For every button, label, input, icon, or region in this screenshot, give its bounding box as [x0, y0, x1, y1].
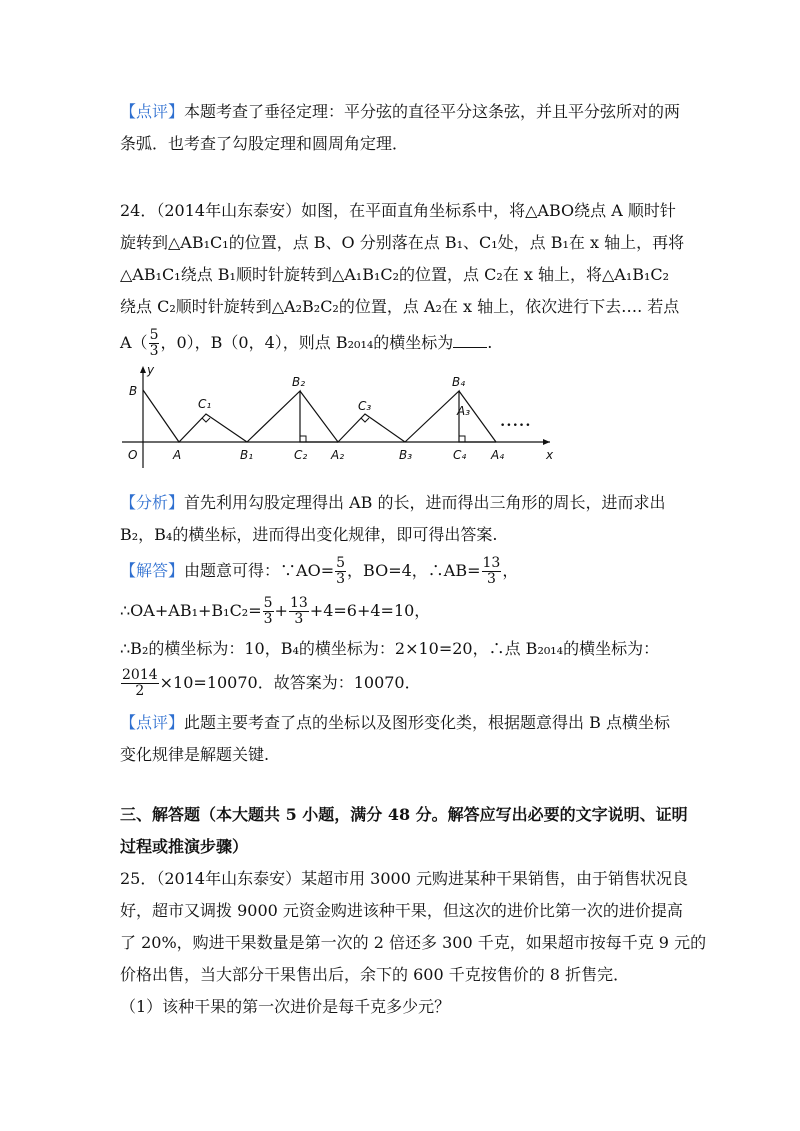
rotation-figure — [118, 364, 558, 468]
section-3-heading-line-2: 过程或推演步骤） — [120, 837, 249, 856]
right-angle-c1 — [202, 418, 210, 422]
comment-tag: 【点评】 — [120, 102, 185, 121]
answer-blank — [453, 333, 487, 348]
q25-line-2: 好，超市又调拨 9000 元资金购进该种干果，但这次的进价比第一次的进价提高 — [120, 901, 683, 920]
x-axis-arrow — [543, 439, 550, 445]
triangle-path-1 — [143, 390, 247, 442]
label-o: O — [128, 448, 138, 462]
solution-line-4: $\frac{2014}{2}$ ×10=10070．故答案为：10070． — [122, 667, 421, 699]
label-a4: A₄ — [491, 448, 505, 462]
analysis-tag: 【分析】 — [120, 493, 185, 512]
right-angle-c2 — [300, 436, 306, 442]
q24-line-1: 24．（2014年山东泰安）如图，在平面直角坐标系中，将△ABO绕点 A 顺时针 — [120, 201, 676, 220]
analysis-line-1: 【分析】首先利用勾股定理得出 AB 的长，进而得出三角形的周长，进而求出 — [120, 493, 666, 512]
label-x: x — [546, 448, 554, 462]
label-b3: B₃ — [399, 448, 413, 462]
label-c4: C₄ — [453, 448, 467, 462]
right-angle-c4 — [459, 436, 465, 442]
label-c1: C₁ — [198, 397, 212, 411]
fraction: $\frac{5}{3}$ — [263, 595, 273, 627]
section-3-heading-line-1: 三、解答题（本大题共 5 小题，满分 48 分。解答应写出必要的文字说明、证明 — [120, 805, 688, 824]
q24-line-5: A（ $\frac{5}{3}$ ，0），B（0，4），则点 B₂₀₁₄的横坐标为 . — [120, 327, 493, 359]
triangle-path-4 — [405, 391, 496, 442]
label-b4: B₄ — [452, 375, 466, 389]
right-angle-c3 — [361, 418, 369, 422]
label-b2: B₂ — [292, 375, 306, 389]
solution-line-2: ∴OA+AB₁+B₁C₂= $\frac{5}{3}$ + $\frac{13}{3}$ +4=6+4=10， — [120, 595, 431, 627]
fraction: $\frac{2014}{2}$ — [122, 667, 158, 699]
q25-line-3: 了 20%，购进干果数量是第一次的 2 倍还多 300 千克，如果超市按每千克 9 元的 — [120, 933, 707, 952]
prev-comment-line-2: 条弧．也考查了勾股定理和圆周角定理． — [120, 134, 409, 153]
q25-line-1: 25．（2014年山东泰安）某超市用 3000 元购进某种干果销售，由于销售状况良 — [120, 869, 688, 888]
solution-tag: 【解答】 — [120, 561, 185, 580]
label-c3: C₃ — [358, 399, 372, 413]
q25-line-5: （1）该种干果的第一次进价是每千克多少元？ — [120, 997, 451, 1016]
label-a2: A₂ — [331, 448, 345, 462]
continuation-dots: ••••• — [500, 421, 532, 431]
label-c2: C₂ — [294, 448, 308, 462]
fraction: $\frac{5}{3}$ — [336, 555, 346, 587]
prev-comment-line-1: 【点评】本题考查了垂径定理：平分弦的直径平分这条弦，并且平分弦所对的两 — [120, 102, 681, 121]
comment-tag: 【点评】 — [120, 713, 185, 732]
label-a: A — [173, 448, 182, 462]
solution-line-1: 【解答】由题意可得：∵AO= $\frac{5}{3}$ ，BO=4，∴AB= $\frac{13}{3}$ ， — [120, 555, 519, 587]
q24-line-2: 旋转到△AB₁C₁的位置，点 B、O 分别落在点 B₁、C₁处，点 B₁在 x 轴上，再将 — [120, 233, 685, 252]
comment-line-1: 【点评】此题主要考查了点的坐标以及图形变化类，根据题意得出 B 点横坐标 — [120, 713, 670, 732]
solution-line-3: ∴B₂的横坐标为：10，B₄的横坐标为：2×10=20，∴点 B₂₀₁₄的横坐标为： — [120, 639, 660, 658]
q25-line-4: 价格出售，当大部分干果售出后，余下的 600 千克按售价的 8 折售完． — [120, 965, 630, 984]
label-a3: A₃ — [457, 404, 471, 418]
q24-line-4: 绕点 C₂顺时针旋转到△A₂B₂C₂的位置，点 A₂在 x 轴上，依次进行下去…. 若点 — [120, 297, 680, 316]
triangle-path-2 — [247, 391, 338, 442]
analysis-line-2: B₂，B₄的横坐标，进而得出变化规律，即可得出答案. — [120, 525, 498, 544]
label-b1: B₁ — [240, 448, 254, 462]
fraction: $\frac{5}{3}$ — [149, 327, 159, 359]
fraction: $\frac{13}{3}$ — [289, 595, 308, 627]
label-y: y — [147, 364, 155, 377]
fraction: $\frac{13}{3}$ — [482, 555, 501, 587]
comment-line-2: 变化规律是解题关键. — [120, 745, 270, 764]
q24-line-3: △AB₁C₁绕点 B₁顺时针旋转到△A₁B₁C₂的位置，点 C₂在 x 轴上，将△A₁B₁C₂ — [120, 265, 670, 284]
triangle-path-3 — [300, 391, 405, 442]
label-b: B — [129, 384, 138, 398]
y-axis-arrow — [140, 366, 146, 373]
